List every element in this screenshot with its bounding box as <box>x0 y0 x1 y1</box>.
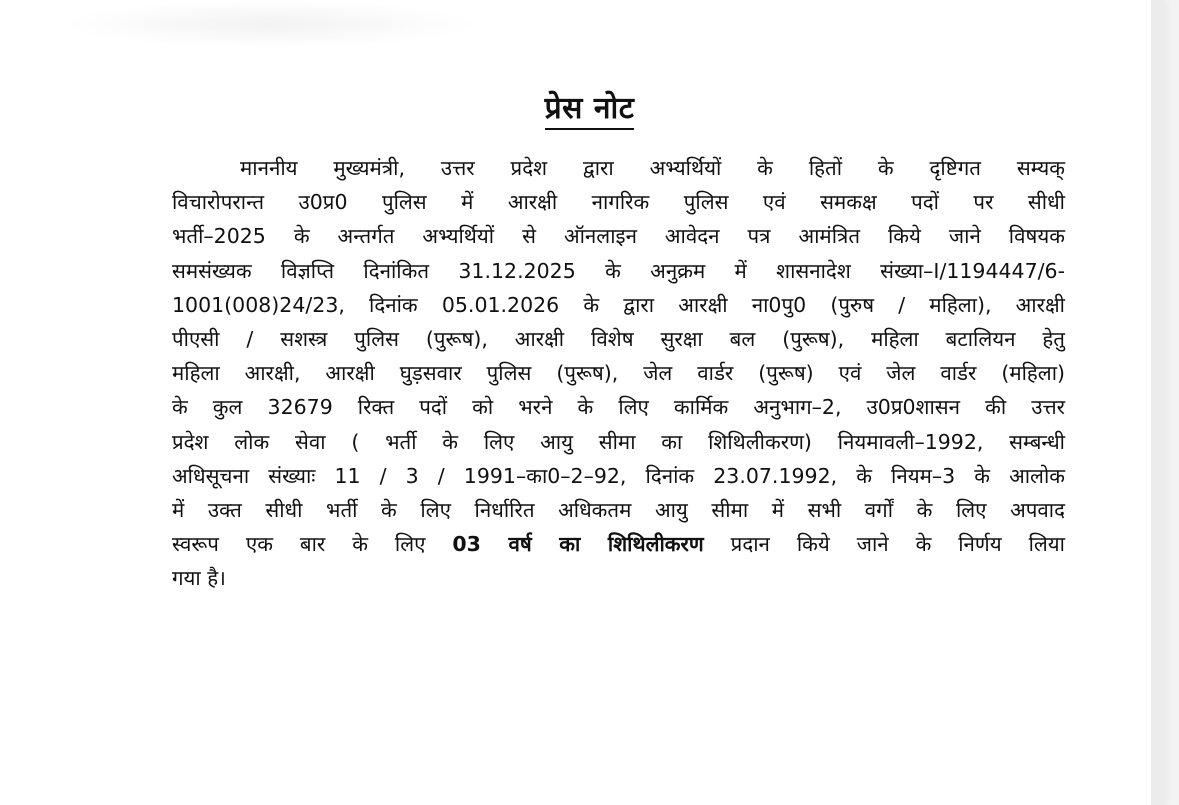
body-line: महिला आरक्षी, आरक्षी घुड़सवार पुलिस (पुरूष), जेल वार्डर (पुरूष) एवं जेल वार्डर (महिला) <box>172 361 1065 386</box>
body-line: अधिसूचना संख्याः 11 / 3 / 1991–का0–2–92, दिनांक 23.07.1992, के नियम–3 के आलोक <box>172 463 1065 488</box>
page-edge <box>1151 0 1165 805</box>
press-note-body <box>172 151 1065 596</box>
line-text-before: स्वरूप एक बार के लिए <box>172 532 453 557</box>
title-text: प्रेस नोट <box>545 91 635 130</box>
press-note-title <box>0 86 1179 127</box>
page-shadow <box>60 0 480 48</box>
body-line: माननीय मुख्यमंत्री, उत्तर प्रदेश द्वारा अभ्यर्थियों के हितों के दृष्टिगत सम्यक् <box>240 156 1065 180</box>
body-line-with-emphasis <box>172 527 1065 561</box>
body-line: पीएसी / सशस्त्र पुलिस (पुरूष), आरक्षी विशेष सुरक्षा बल (पुरूष), महिला बटालियन हेतु <box>172 327 1065 352</box>
relaxation-emphasis: 03 वर्ष का शिथिलीकरण <box>452 532 704 557</box>
body-line: समसंख्यक विज्ञप्ति दिनांकित 31.12.2025 के अनुक्रम में शासनादेश संख्या–I/1194447/6- <box>172 258 1065 283</box>
line-text-after: प्रदान किये जाने के निर्णय लिया <box>703 532 1065 557</box>
body-last-line: गया है। <box>172 566 226 591</box>
body-line: प्रदेश लोक सेवा ( भर्ती के लिए आयु सीमा का शिथिलीकरण) नियमावली–1992, सम्बन्धी <box>172 429 1065 454</box>
body-line: के कुल 32679 रिक्त पदों को भरने के लिए कार्मिक अनुभाग–2, उ0प्र0शासन की उत्तर <box>172 395 1065 420</box>
body-line: 1001(008)24/23, दिनांक 05.01.2026 के द्वारा आरक्षी ना0पु0 (पुरुष / महिला), आरक्षी <box>172 292 1065 317</box>
body-line: भर्ती–2025 के अन्तर्गत अभ्यर्थियों से ऑनलाइन आवेदन पत्र आमंत्रित किये जाने विषयक <box>172 224 1065 249</box>
body-line: विचारोपरान्त उ0प्र0 पुलिस में आरक्षी नागरिक पुलिस एवं समकक्ष पदों पर सीधी <box>172 190 1065 215</box>
body-line: में उक्त सीधी भर्ती के लिए निर्धारित अधिकतम आयु सीमा में सभी वर्गों के लिए अपवाद <box>172 498 1065 523</box>
